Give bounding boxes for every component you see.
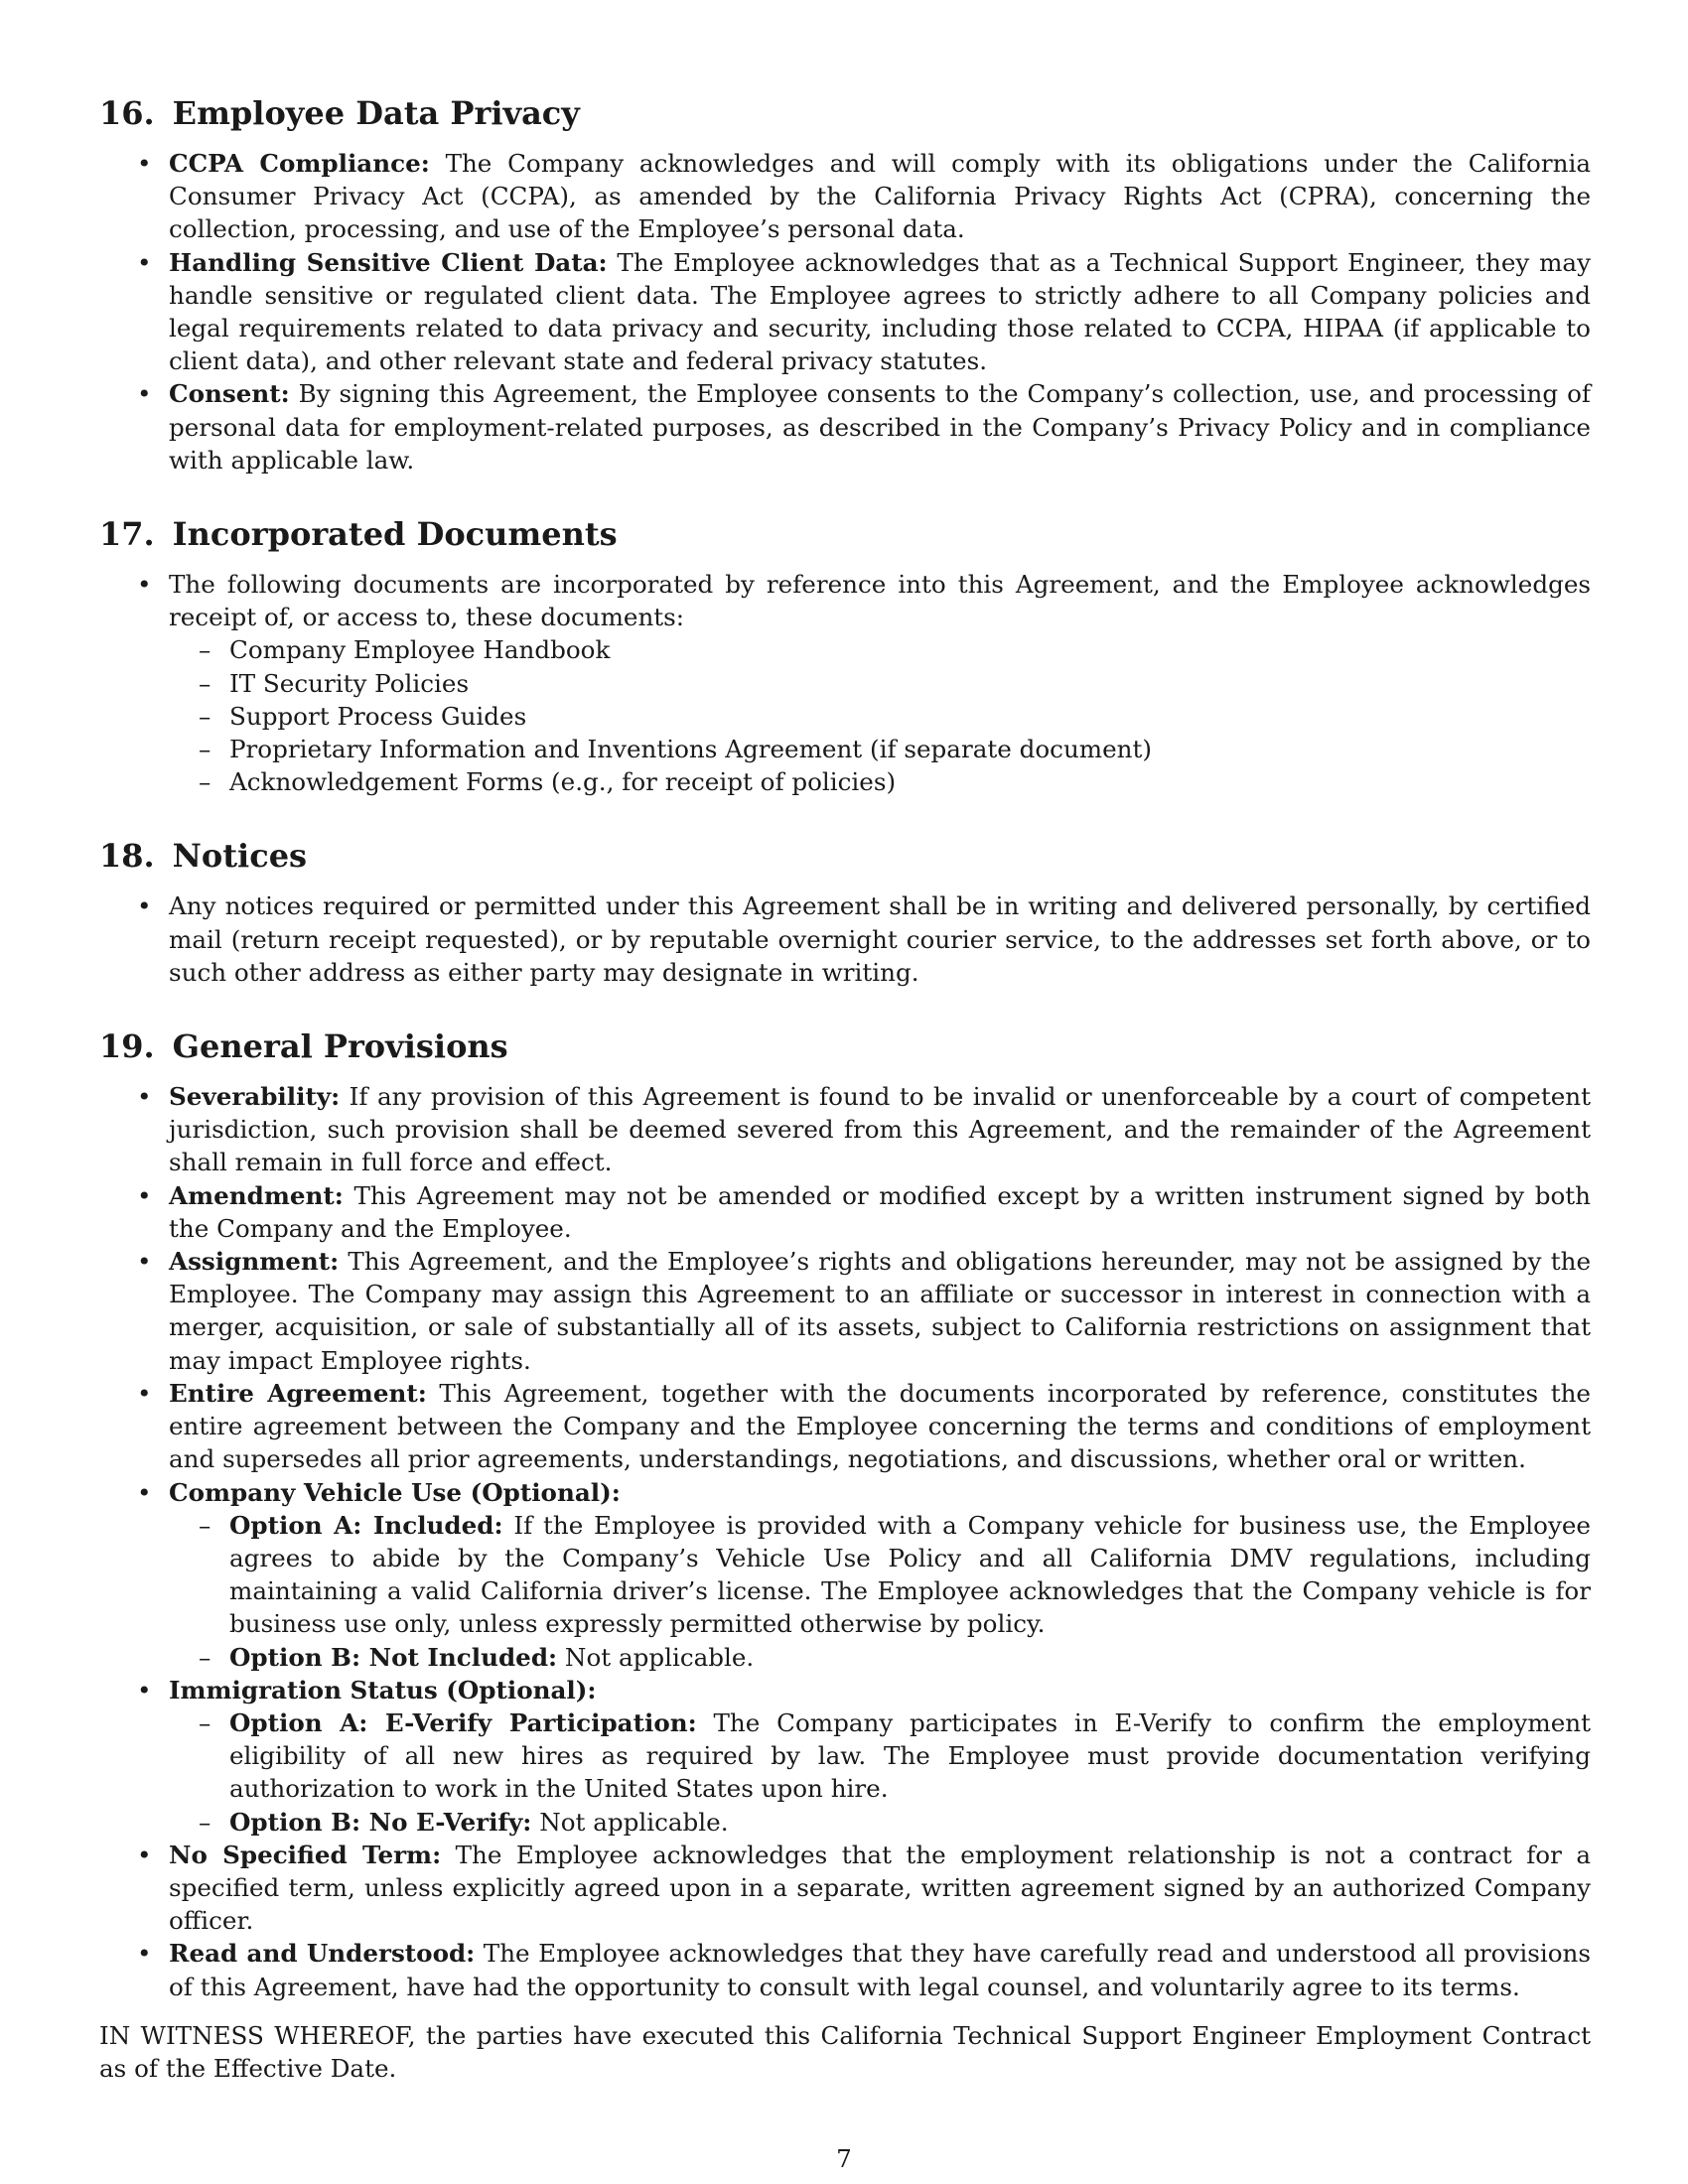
document-list: [169, 633, 1591, 798]
item-text: This Agreement may not be amended or modified except by a written instrument signed by both the Company and the Employee.: [169, 1180, 1591, 1243]
document-page: [99, 91, 1591, 2110]
section-title: Incorporated Documents: [172, 515, 618, 554]
list-item-no-specified-term: [99, 1839, 1591, 1938]
document-item: – IT Security Policies: [169, 667, 1591, 700]
item-text: This Agreement, together with the documents incorporated by reference, constitutes the entire agreement between the Company and the Employee concerning the terms and conditions of employment and supersedes all prior agreements, understandings, negotiations, and discussions, whether oral or written.: [169, 1378, 1591, 1474]
item-text: The Employee acknowledges that as a Technical Support Engineer, they may handle sensitive or regulated client data. The Employee agrees to strictly adhere to all Company policies and legal requirements related to data privacy and security, including those related to CCPA, HIPAA (if applicable to client data), and other relevant state and federal privacy statutes.: [169, 247, 1591, 376]
section-heading: [99, 834, 1591, 878]
section-17-incorporated-documents: [99, 512, 1591, 798]
item-label: Severability:: [169, 1082, 341, 1112]
section-number: 16.: [99, 94, 155, 132]
list-item: [99, 147, 1591, 246]
item-text: The following documents are incorporated by reference into this Agreement, and the Employee acknowledges receipt of, or access to, these documents:: [169, 570, 1591, 632]
section-title: General Provisions: [172, 1027, 508, 1066]
item-text: The Employee acknowledges that the employment relationship is not a contract for a specified term, unless explicitly agreed upon in a separate, written agreement signed by an authorized Company officer.: [169, 1840, 1592, 1936]
option-text: Not applicable.: [557, 1642, 755, 1672]
list-item-read-and-understood: [99, 1937, 1591, 2002]
list-item-immigration-status: [99, 1674, 1591, 1839]
item-text: If any provision of this Agreement is found to be invalid or unenforceable by a court of competent jurisdiction, such provision shall be deemed severed from this Agreement, and the remainder of the Agreement shall remain in full force and effect.: [169, 1082, 1591, 1177]
item-label: Consent:: [169, 379, 290, 409]
option-text: If the Employee is provided with a Company vehicle for business use, the Employee agrees to abide by the Company’s Vehicle Use Policy and all California DMV regulations, including maintaining a valid California driver’s license. The Employee acknowledges that the Company vehicle is for business use only, unless expressly permitted otherwise by policy.: [229, 1510, 1591, 1639]
section-heading: [99, 1024, 1591, 1068]
document-item: – Company Employee Handbook: [169, 633, 1591, 666]
option-list: [169, 1706, 1591, 1839]
item-text: The Employee acknowledges that they have carefully read and understood all provisions of this Agreement, have had the opportunity to consult with legal counsel, and voluntarily agree to its terms.: [169, 1939, 1591, 2001]
option-item: [169, 1806, 1591, 1839]
option-label: Option A: E-Verify Participation:: [229, 1707, 697, 1737]
option-item: [169, 1706, 1591, 1806]
option-label: Option A: Included:: [229, 1510, 503, 1540]
list-item-assignment: [99, 1245, 1591, 1377]
list-item-amendment: [99, 1179, 1591, 1245]
list-item: [99, 889, 1591, 989]
bullet-list: [99, 1080, 1591, 2003]
item-label: Handling Sensitive Client Data:: [169, 247, 608, 277]
section-title: Employee Data Privacy: [172, 94, 580, 132]
item-text: This Agreement, and the Employee’s rights and obligations hereunder, may not be assigned by the Employee. The Company may assign this Agreement to an affiliate or successor in interest in connection with a merger, acquisition, or sale of substantially all of its assets, subject to California restrictions on assignment that may impact Employee rights.: [169, 1247, 1591, 1375]
option-label: Option B: No E-Verify:: [229, 1807, 532, 1837]
item-label: Company Vehicle Use (Optional):: [169, 1477, 621, 1507]
bullet-list: [99, 568, 1591, 798]
bullet-list: [99, 147, 1591, 477]
section-number: 18.: [99, 837, 155, 876]
list-item: [99, 377, 1591, 477]
list-item-vehicle-use: [99, 1476, 1591, 1674]
item-text: The Company acknowledges and will comply with its obligations under the California Consumer Privacy Act (CCPA), as amended by the California Privacy Rights Act (CPRA), concerning the collection, processing, and use of the Employee’s personal data.: [169, 149, 1591, 244]
section-heading: [99, 91, 1591, 135]
section-number: 19.: [99, 1027, 155, 1066]
document-item: – Support Process Guides: [169, 700, 1591, 733]
section-19-general-provisions: [99, 1024, 1591, 2003]
witness-clause: IN WITNESS WHEREOF, the parties have executed this California Technical Support Engineer Employment Contract as of the Effective Date.: [99, 2020, 1591, 2083]
list-item-severability: [99, 1080, 1591, 1179]
page-number: 7: [836, 2144, 852, 2173]
option-label: Option B: Not Included:: [229, 1642, 558, 1672]
section-heading: [99, 512, 1591, 556]
option-list: [169, 1509, 1591, 1674]
document-item: – Proprietary Information and Inventions Agreement (if separate document): [169, 733, 1591, 765]
item-label: Read and Understood:: [169, 1939, 476, 1969]
option-item: [169, 1641, 1591, 1674]
list-item: [99, 568, 1591, 798]
item-label: Immigration Status (Optional):: [169, 1675, 597, 1705]
document-item: – Acknowledgement Forms (e.g., for receipt of policies): [169, 765, 1591, 798]
item-text: Any notices required or permitted under this Agreement shall be in writing and delivered personally, by certified mail (return receipt requested), or by reputable overnight courier service, to the addresses set forth above, or to such other address as either party may designate in writing.: [169, 891, 1591, 987]
option-item: [169, 1509, 1591, 1641]
section-title: Notices: [172, 837, 308, 876]
section-16-employee-data-privacy: [99, 91, 1591, 477]
item-label: No Specified Term:: [169, 1840, 442, 1869]
list-item-entire-agreement: [99, 1377, 1591, 1476]
item-label: CCPA Compliance:: [169, 149, 430, 178]
list-item: [99, 246, 1591, 378]
item-label: Amendment:: [169, 1180, 344, 1210]
option-text: Not applicable.: [531, 1807, 729, 1837]
item-text: By signing this Agreement, the Employee consents to the Company’s collection, use, and processing of personal data for employment-related purposes, as described in the Company’s Privacy Policy and in compliance with applicable law.: [169, 379, 1591, 475]
item-label: Assignment:: [169, 1247, 340, 1277]
section-number: 17.: [99, 515, 155, 554]
item-label: Entire Agreement:: [169, 1378, 427, 1408]
option-text: The Company participates in E-Verify to confirm the employment eligibility of all new hires as required by law. The Employee must provide documentation verifying authorization to work in the United States upon hire.: [229, 1707, 1591, 1804]
bullet-list: [99, 889, 1591, 989]
section-18-notices: [99, 834, 1591, 989]
